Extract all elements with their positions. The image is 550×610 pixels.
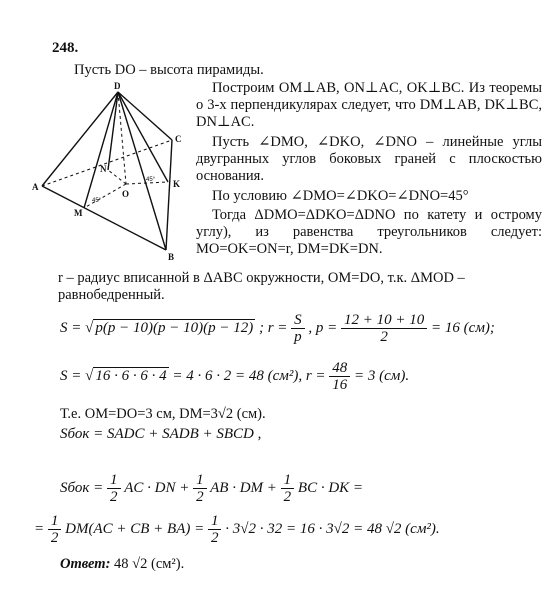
edge-dc	[118, 92, 172, 140]
label-b: B	[168, 252, 175, 262]
label-d: D	[114, 81, 121, 91]
edge-ab	[42, 186, 166, 250]
edge-cb	[166, 140, 172, 250]
label-n: N	[100, 164, 107, 174]
answer-label: Ответ:	[60, 556, 111, 572]
answer	[60, 556, 184, 573]
paragraph-triangles: Тогда ΔDMO=ΔDKO=ΔDNO по катету и острому углу), из равенства треугольников следует: MO=OK=ON=r, DM=DK=DN.	[196, 207, 542, 257]
angle-label-1: 45°	[146, 177, 156, 183]
label-a: A	[32, 182, 39, 192]
line-dn	[108, 92, 118, 170]
label-m: M	[74, 208, 83, 218]
line-dk	[118, 92, 168, 182]
formula-result: = $\frac{1}{2}$ DM(AC + CB + BA) = $\frac{1}{2}$ · 3√2 · 32 = 16 · 3√2 = 48 √2 (см²).	[34, 513, 440, 546]
label-o: O	[122, 189, 130, 199]
radius-line-2: равнобедренный.	[58, 287, 165, 303]
label-k: K	[173, 179, 181, 189]
line-dm	[84, 92, 118, 208]
paragraph-angles: Пусть ∠DMO, ∠DKO, ∠DNO – линейные углы двугранных углов боковых граней с плоскостью основания.	[196, 134, 542, 184]
angle-label-2: 45°	[92, 198, 102, 204]
lateral-area-sum: Sбок = SADC + SADB + SBCD ,	[60, 426, 262, 442]
te-line: Т.е. OM=DO=3 см, DM=3√2 (см).	[60, 406, 266, 422]
formula-heron: S = √ p(p − 10)(p − 10)(p − 12) ; r = $\frac{S}{p}$ , p = $\frac{12 + 10 + 10}{2}$ = 16 (см);	[60, 312, 495, 345]
radius-line-1: r – радиус вписанной в ΔABC окружности, OM=DO, т.к. ΔMOD –	[58, 270, 465, 286]
paragraph-condition: По условию ∠DMO=∠DKO=∠DNO=45°	[212, 188, 469, 204]
formula-area: S = √ 16 · 6 · 6 · 4 = 4 · 6 · 2 = 48 (см²), r = $\frac{48}{16}$ = 3 (см).	[60, 360, 410, 393]
paragraph-construct: Построим OM⊥AB, ON⊥AC, OK⊥BC. Из теоремы о 3-х перпендикулярах следует, что DM⊥AB, DK⊥BC, DN⊥AC.	[196, 80, 542, 130]
label-c: C	[175, 134, 182, 144]
answer-value: 48 √2 (см²).	[114, 556, 185, 572]
formula-lateral: Sбок = $\frac{1}{2}$ AC · DN + $\frac{1}{2}$ AB · DM + $\frac{1}{2}$ BC · DK =	[60, 472, 364, 505]
line-on	[108, 170, 126, 184]
pyramid-figure	[32, 80, 202, 262]
edge-da	[42, 92, 118, 186]
intro-line: Пусть DO – высота пирамиды.	[74, 62, 264, 78]
problem-number: 248.	[52, 40, 79, 56]
